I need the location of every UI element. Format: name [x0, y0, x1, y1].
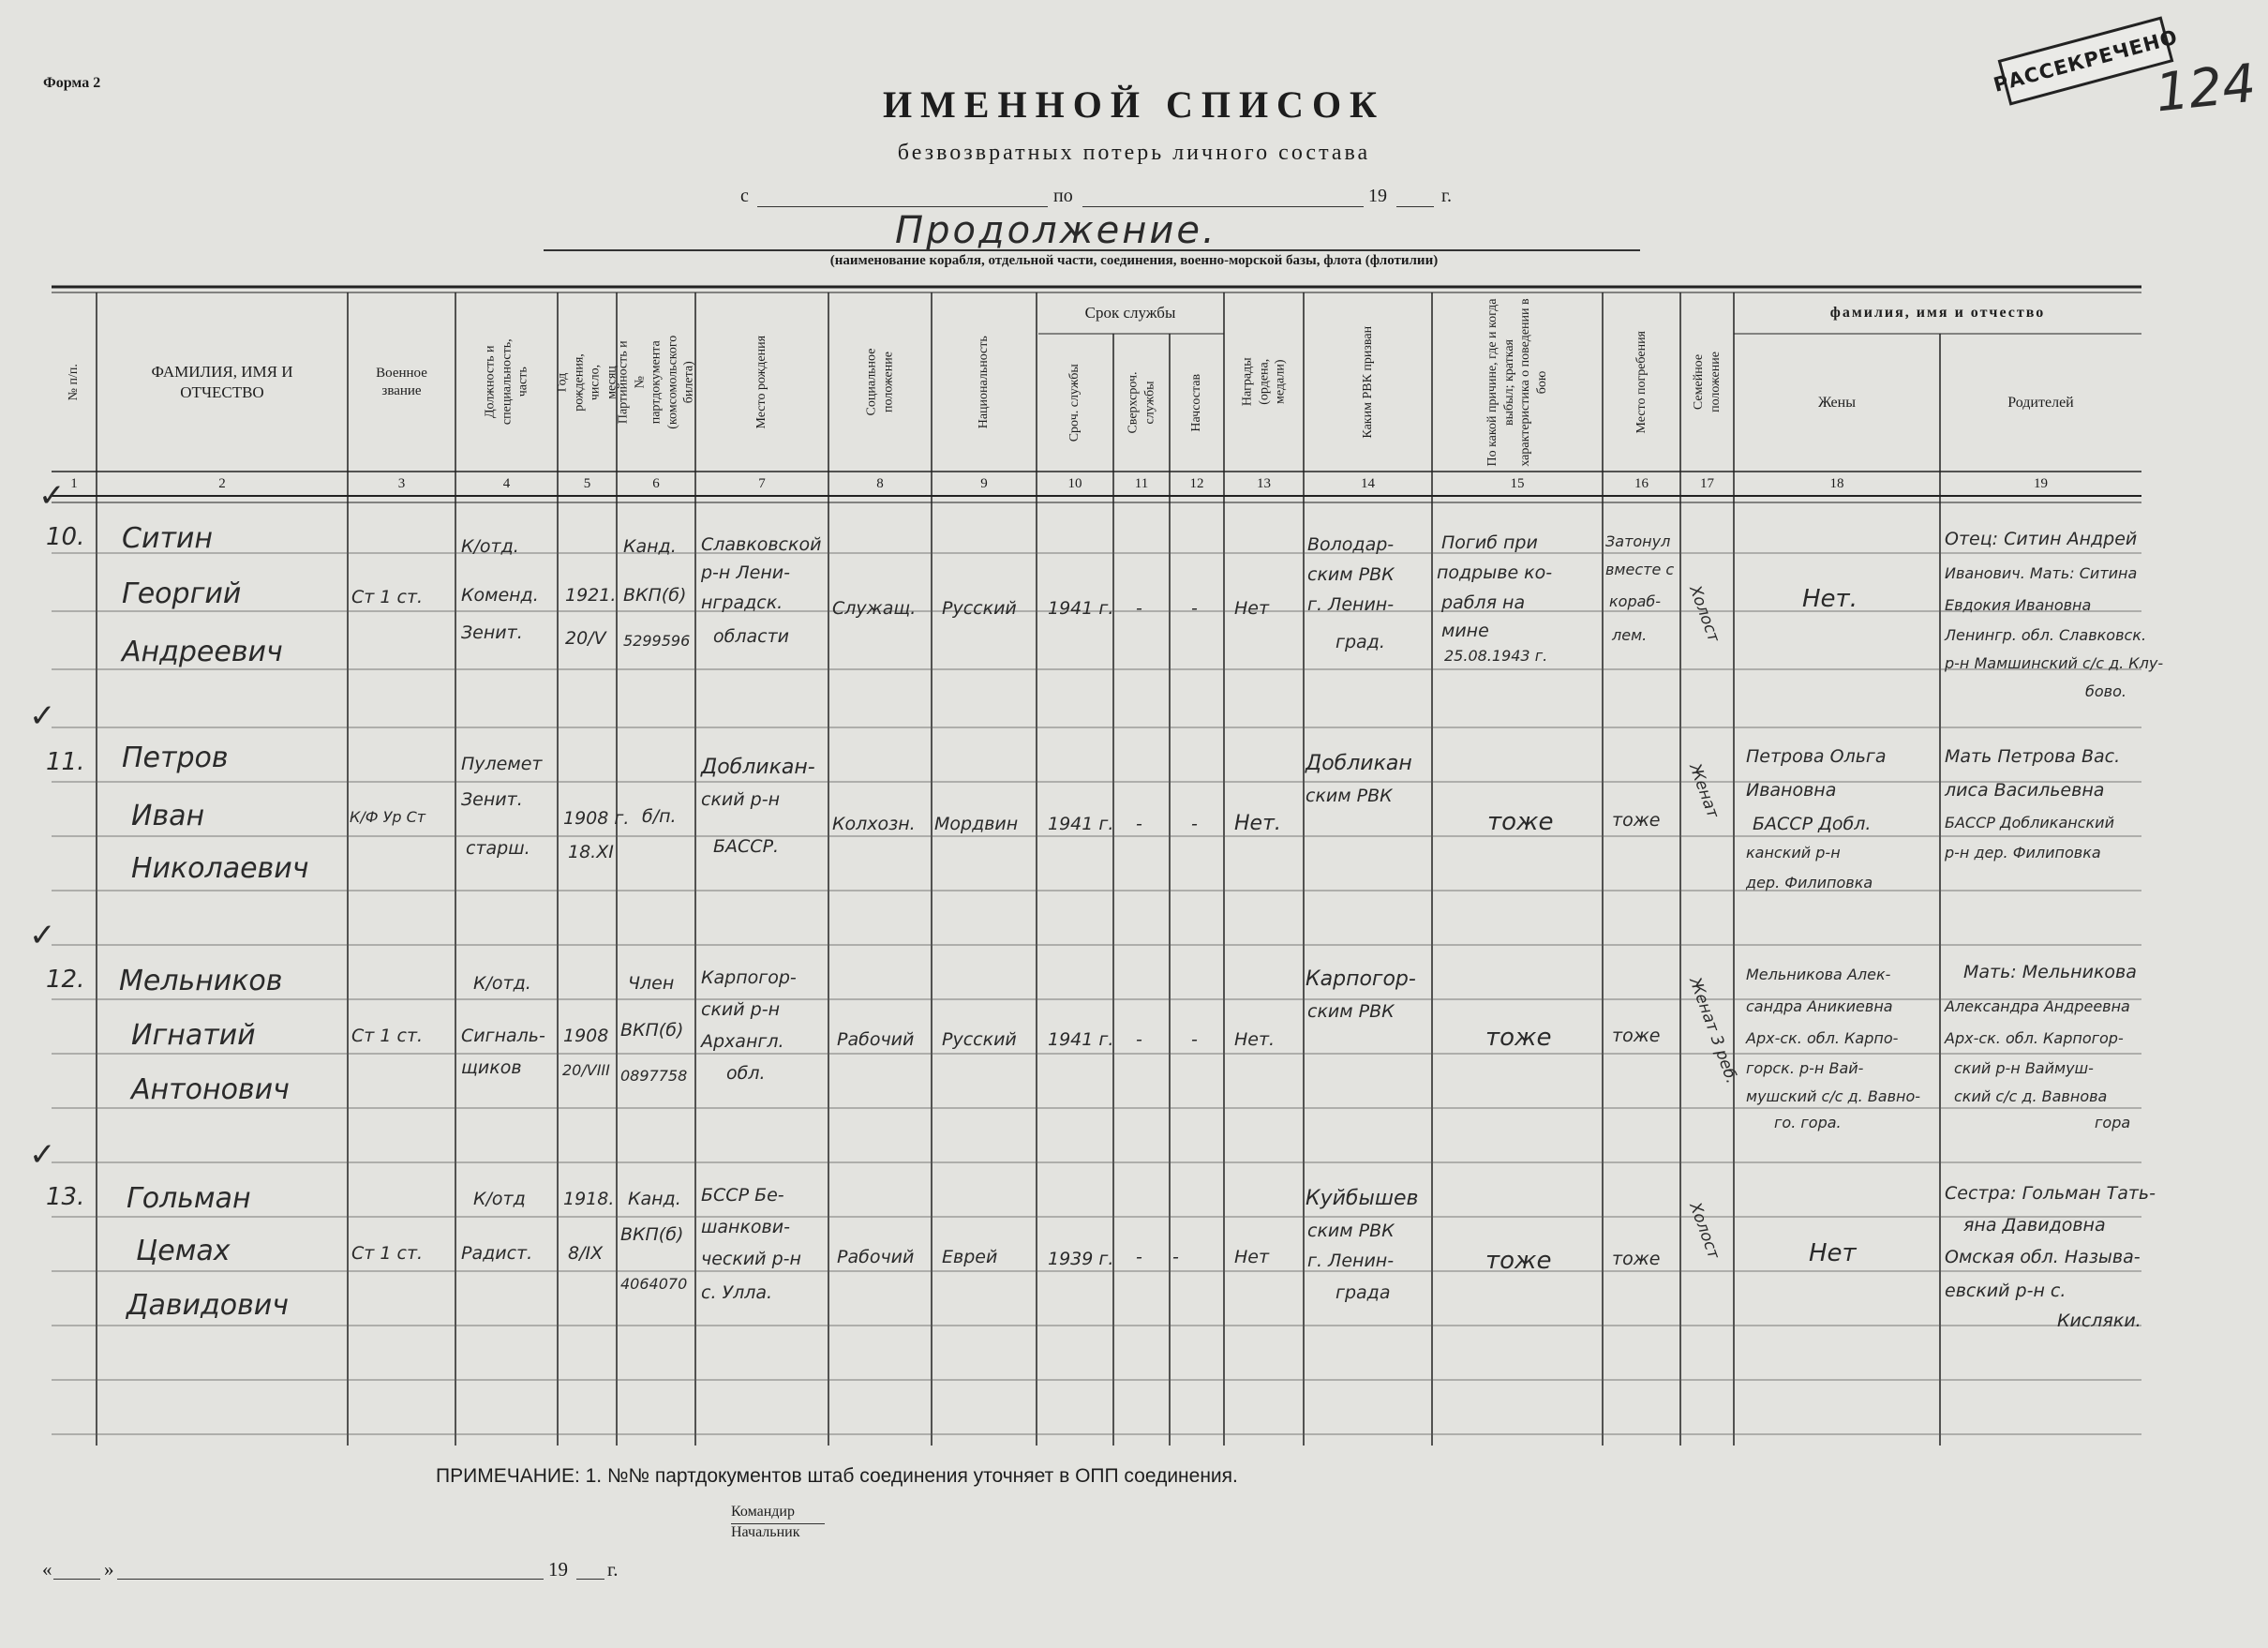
col-header-names-group: фамилия, имя и отчество	[1829, 305, 2046, 321]
record-officer: -	[1172, 1247, 1179, 1267]
record-wife: канский р-н	[1746, 844, 1841, 861]
record-family: Холост	[1685, 1200, 1723, 1262]
col-number: 9	[980, 476, 988, 491]
record-patronymic: Давидович	[127, 1289, 289, 1322]
record-wife: Арх-ск. обл. Карпо-	[1746, 1029, 1899, 1047]
record-birth-year: 1921.	[565, 585, 617, 606]
record-social: Колхозн.	[832, 814, 916, 834]
record-wife: мушский с/с д. Вавно-	[1746, 1087, 1921, 1105]
col-header-party: Партийность и № партдокумента (комсомольского билета)	[616, 335, 696, 429]
col-header-social: Социальное положение	[864, 348, 895, 416]
declassified-stamp: РАССЕКРЕЧЕНО	[1998, 16, 2174, 105]
col-header-wife: Жены	[1818, 394, 1856, 411]
col-header-name: ФАМИЛИЯ, ИМЯ И ОТЧЕСТВО	[151, 363, 293, 401]
record-rvk: Карпогор-	[1306, 967, 1416, 991]
col-header-rank: Военное звание	[376, 365, 427, 398]
record-service: 1939 г.	[1048, 1249, 1114, 1269]
record-officer: -	[1191, 814, 1198, 834]
losses-table	[29, 285, 2164, 1446]
folio-number: 124	[2152, 52, 2259, 125]
record-extended: -	[1136, 1247, 1142, 1267]
record-service: 1941 г.	[1048, 814, 1114, 834]
record-service: 1941 г.	[1048, 598, 1114, 619]
record-position: Зенит.	[461, 789, 523, 810]
record-wife: го. гора.	[1774, 1114, 1842, 1131]
record-number: 12.	[46, 966, 85, 994]
record-position: старш.	[466, 838, 530, 859]
record-parents: Александра Андреевна	[1945, 997, 2130, 1015]
record-service: 1941 г.	[1048, 1029, 1114, 1050]
record-wife: БАССР Добл.	[1753, 814, 1872, 834]
record-reason: тоже	[1485, 1247, 1552, 1275]
unit-name: Продолжение.	[895, 209, 1217, 252]
record-parents: Арх-ск. обл. Карпогор-	[1945, 1029, 2124, 1047]
document-subtitle: безвозвратных потерь личного состава	[897, 141, 1371, 165]
col-number: 2	[218, 476, 226, 491]
col-header-officer: Начсостав	[1189, 373, 1204, 432]
col-number: 6	[652, 476, 660, 491]
record-parents: Сестра: Гольман Тать-	[1945, 1183, 2156, 1204]
record-awards: Нет	[1234, 598, 1270, 619]
col-number: 13	[1257, 476, 1271, 491]
col-header-position: Должность и специальность, часть	[483, 338, 530, 426]
record-birthplace: нградск.	[701, 592, 783, 613]
col-number: 19	[2034, 476, 2048, 491]
record-reason: мине	[1441, 621, 1489, 641]
check-mark: ✓	[29, 917, 56, 954]
col-header-birthplace: Место рождения	[754, 335, 769, 429]
record-rank: Ст 1 ст.	[351, 1026, 424, 1046]
record-position: Коменд.	[461, 585, 539, 606]
record-party: ВКП(б)	[623, 585, 687, 606]
record-parents: ский р-н Ваймуш-	[1954, 1059, 2094, 1077]
col-header-nationality: Национальность	[977, 335, 992, 429]
record-birthplace: ский р-н	[701, 789, 780, 810]
record-parents: Мать Петрова Вас.	[1945, 746, 2121, 767]
record-burial: тоже	[1612, 1249, 1661, 1269]
record-wife: Нет.	[1802, 585, 1858, 613]
record-social: Рабочий	[837, 1029, 915, 1050]
record-first-name: Цемах	[136, 1235, 231, 1267]
record-number: 10.	[46, 523, 85, 551]
record-birth-year: 1918.	[563, 1189, 615, 1209]
col-number: 5	[583, 476, 591, 491]
record-position: Радист.	[461, 1243, 533, 1264]
record-rvk: ским РВК	[1307, 1001, 1395, 1022]
record-party: ВКП(б)	[620, 1224, 684, 1245]
col-number: 18	[1829, 476, 1844, 491]
record-party-number: 5299596	[623, 632, 691, 650]
record-party: Член	[628, 973, 675, 994]
record-social: Рабочий	[837, 1247, 915, 1267]
record-rvk: г. Ленин-	[1307, 594, 1395, 615]
record-birthplace: с. Улла.	[701, 1282, 773, 1303]
col-header-family: Семейное положение	[1692, 352, 1723, 412]
record-wife: Мельникова Алек-	[1746, 966, 1891, 983]
period-suffix: г.	[1441, 186, 1452, 206]
record-party-number: 4064070	[620, 1275, 688, 1293]
record-birth-date: 18.XI	[568, 842, 614, 862]
check-mark: ✓	[29, 1136, 56, 1174]
check-mark: ✓	[38, 477, 66, 515]
record-awards: Нет	[1234, 1247, 1270, 1267]
record-birthplace: Славковской	[701, 534, 822, 555]
document-title: ИМЕННОЙ СПИСОК	[882, 83, 1386, 126]
record-patronymic: Антонович	[131, 1073, 290, 1106]
record-parents: евский р-н с.	[1945, 1281, 2067, 1301]
record-party-number: 0897758	[620, 1067, 688, 1085]
record-position: Сигналь-	[461, 1026, 545, 1046]
record-number: 11.	[46, 748, 85, 776]
record-reason: подрыве ко-	[1437, 562, 1553, 583]
record-nationality: Русский	[942, 598, 1017, 619]
record-party: ВКП(б)	[620, 1020, 684, 1041]
check-mark: ✓	[29, 697, 56, 735]
record-parents: ский с/с д. Вавнова	[1954, 1087, 2108, 1105]
record-surname: Петров	[122, 742, 229, 774]
record-social: Служащ.	[832, 598, 917, 619]
record-position: Зенит.	[461, 622, 523, 643]
unit-caption: (наименование корабля, отдельной части, соединения, военно-морской базы, флота (флотилии)	[829, 253, 1439, 268]
record-rvk: ским РВК	[1307, 564, 1395, 585]
record-parents: Ленингр. обл. Славковск.	[1945, 626, 2147, 644]
record-birth-date: 20/V	[565, 628, 606, 649]
col-number: 1	[70, 476, 78, 491]
col-number: 4	[502, 476, 511, 491]
chief-label: Начальник	[731, 1524, 800, 1540]
record-parents: Иванович. Мать: Ситина	[1945, 564, 2138, 582]
record-extended: -	[1136, 1029, 1142, 1050]
record-rvk: ским РВК	[1307, 1221, 1395, 1241]
record-reason: тоже	[1487, 808, 1554, 836]
col-header-parents: Родителей	[2007, 394, 2074, 411]
col-number: 8	[876, 476, 884, 491]
period-to: по	[1053, 186, 1073, 206]
record-wife: сандра Аникиевна	[1746, 997, 1893, 1015]
col-header-number: № п/п.	[67, 363, 82, 401]
record-first-name: Игнатий	[131, 1019, 256, 1052]
record-burial: вместе с	[1605, 561, 1675, 578]
record-wife: горск. р-н Вай-	[1746, 1059, 1864, 1077]
col-number: 11	[1134, 476, 1149, 491]
record-parents: Отец: Ситин Андрей	[1945, 529, 2138, 549]
record-reason: тоже	[1485, 1024, 1552, 1052]
record-family: Женат 3 реб.	[1685, 975, 1741, 1086]
record-burial: тоже	[1612, 810, 1661, 831]
record-patronymic: Николаевич	[131, 852, 309, 885]
record-birthplace: БАССР.	[713, 836, 780, 857]
record-rank: К/Ф Ур Ст	[350, 808, 426, 826]
record-birthplace: шанкови-	[701, 1217, 790, 1237]
record-awards: Нет.	[1234, 812, 1281, 835]
record-rvk: град.	[1335, 632, 1385, 652]
commander-label: Командир	[731, 1504, 795, 1520]
record-rvk: г. Ленин-	[1307, 1251, 1395, 1271]
col-header-awards: Награды (ордена, медали)	[1240, 357, 1288, 407]
record-wife: Нет	[1809, 1239, 1857, 1267]
period-from: с	[740, 186, 749, 206]
record-birthplace: Карпогор-	[701, 967, 797, 988]
record-burial: лем.	[1612, 626, 1648, 644]
record-wife: Ивановна	[1746, 780, 1837, 801]
footnote: ПРИМЕЧАНИЕ: 1. №№ партдокументов штаб соединения уточняет в ОПП соединения.	[436, 1465, 1238, 1487]
record-parents: Евдокия Ивановна	[1945, 596, 2092, 614]
record-parents: лиса Васильевна	[1945, 780, 2105, 801]
record-birthplace: ский р-н	[701, 999, 780, 1020]
col-header-service: Сроч. службы	[1067, 363, 1082, 442]
record-reason: рабля на	[1441, 592, 1526, 613]
record-birth-date: 20/VIII	[562, 1061, 610, 1079]
record-parents: БАССР Добликанский	[1945, 814, 2114, 831]
record-birthplace: БССР Бе-	[701, 1185, 784, 1206]
record-nationality: Мордвин	[934, 814, 1019, 834]
record-parents: р-н дер. Филиповка	[1945, 844, 2101, 861]
record-parents: яна Давидовна	[1963, 1215, 2106, 1236]
record-family: Женат	[1685, 761, 1723, 821]
col-header-service-group: Срок службы	[1084, 304, 1176, 322]
col-header-birth: Год рождения, число, месяц	[555, 352, 619, 412]
record-parents: Омская обл. Называ-	[1945, 1247, 2141, 1267]
col-number: 15	[1510, 476, 1525, 491]
record-parents: гора	[2095, 1114, 2131, 1131]
record-party: б/п.	[642, 806, 677, 827]
record-burial: тоже	[1612, 1026, 1661, 1046]
record-surname: Ситин	[122, 522, 214, 555]
col-number: 17	[1700, 476, 1714, 491]
record-rvk: Добликан	[1306, 752, 1412, 775]
record-party: Канд.	[628, 1189, 681, 1209]
record-birthplace: Добликан-	[701, 756, 815, 779]
record-rank: Ст 1 ст.	[351, 587, 424, 607]
form-label: Форма 2	[43, 75, 101, 91]
record-family: Холост	[1685, 583, 1723, 645]
record-officer: -	[1191, 1029, 1198, 1050]
record-position: Пулемет	[461, 754, 543, 774]
col-number: 16	[1634, 476, 1649, 491]
col-header-reason: По какой причине, где и когда выбыл; краткая характеристика о поведении в бою	[1485, 297, 1549, 467]
record-parents: Мать: Мельникова	[1963, 962, 2137, 982]
record-position: К/отд	[473, 1189, 526, 1209]
col-number: 3	[397, 476, 406, 491]
period-year: 19	[1368, 186, 1387, 206]
record-awards: Нет.	[1234, 1029, 1276, 1050]
record-birthplace: р-н Лени-	[701, 562, 790, 583]
record-position: К/отд.	[461, 536, 519, 557]
record-patronymic: Андреевич	[122, 636, 283, 668]
record-burial: Затонул	[1605, 532, 1671, 550]
record-surname: Мельников	[119, 965, 283, 997]
record-nationality: Русский	[942, 1029, 1017, 1050]
record-reason-date: 25.08.1943 г.	[1444, 647, 1548, 665]
record-reason: Погиб при	[1441, 532, 1538, 553]
record-parents: р-н Мамшинский с/с д. Клу-	[1945, 654, 2164, 672]
record-position: К/отд.	[473, 973, 531, 994]
record-wife: Петрова Ольга	[1746, 746, 1887, 767]
record-nationality: Еврей	[942, 1247, 998, 1267]
record-birthplace: области	[713, 626, 789, 647]
col-number: 10	[1067, 476, 1082, 491]
col-number: 7	[758, 476, 766, 491]
record-surname: Гольман	[127, 1182, 251, 1215]
record-birthplace: Архангл.	[701, 1031, 784, 1052]
record-birth-year: 1908	[563, 1026, 609, 1046]
record-officer: -	[1191, 598, 1198, 619]
record-birth-year: 1908 г.	[563, 808, 630, 829]
record-parents: бово.	[2085, 682, 2126, 700]
record-first-name: Георгий	[122, 577, 242, 610]
record-extended: -	[1136, 598, 1142, 619]
record-extended: -	[1136, 814, 1142, 834]
record-parents: Кисляки.	[2057, 1311, 2141, 1331]
record-rvk: града	[1335, 1282, 1391, 1303]
record-party: Канд.	[623, 536, 677, 557]
record-position: щиков	[461, 1057, 522, 1078]
col-header-extended: Сверхсроч. службы	[1126, 371, 1157, 434]
col-header-burial: Место погребения	[1634, 330, 1649, 434]
record-birthplace: обл.	[726, 1063, 766, 1084]
record-wife: дер. Филиповка	[1746, 874, 1873, 891]
record-birth-date: 8/IX	[568, 1243, 604, 1264]
record-first-name: Иван	[131, 800, 205, 832]
record-rvk: Куйбышев	[1306, 1187, 1419, 1210]
record-rvk: Володар-	[1307, 534, 1395, 555]
col-header-rvk: Каким РВК призван	[1360, 325, 1375, 439]
record-rvk: ским РВК	[1306, 786, 1393, 806]
record-burial: кораб-	[1609, 592, 1662, 610]
record-birthplace: ческий р-н	[701, 1249, 801, 1269]
col-number: 14	[1361, 476, 1375, 491]
col-number: 12	[1189, 476, 1204, 491]
record-rank: Ст 1 ст.	[351, 1243, 424, 1264]
record-number: 13.	[46, 1183, 85, 1211]
